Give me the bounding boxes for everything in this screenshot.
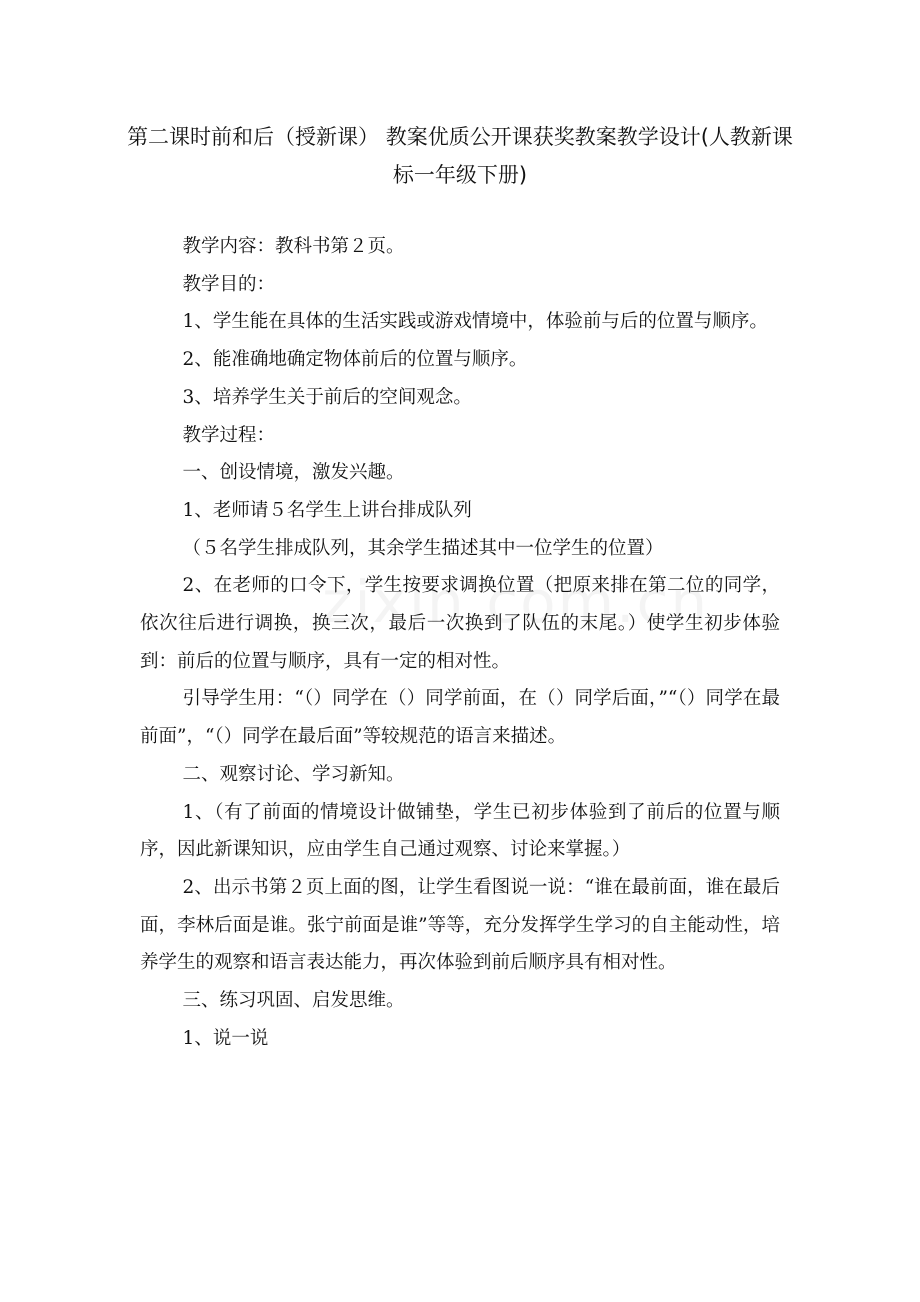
paragraph-section-1-step-1: 1、老师请５名学生上讲台排成队列	[182, 499, 472, 521]
paragraph-goal-3: 3、培养学生关于前后的空间观念。	[182, 386, 472, 408]
paragraph-section-1-heading: 一、创设情境，激发兴趣。	[182, 462, 405, 484]
paragraph-section-2-step-1: 1、（有了前面的情境设计做铺垫，学生已初步体验到了前后的位置与顺序，因此新课知识，应由学生自己通过观察、讨论来掌握。）	[140, 801, 780, 861]
paragraph-goal-2: 2、能准确地确定物体前后的位置与顺序。	[182, 349, 528, 371]
paragraph-teaching-goals-heading: 教学目的：	[182, 273, 276, 295]
document-body	[140, 228, 780, 1057]
paragraph-goal-1: 1、学生能在具体的生活实践或游戏情境中，体验前与后的位置与顺序。	[182, 311, 768, 333]
paragraph-section-1-note: （５名学生排成队列，其余学生描述其中一位学生的位置）	[182, 537, 664, 559]
paragraph-section-2-step-2: 2、出示书第２页上面的图，让学生看图说一说：“谁在最前面，谁在最后面，李林后面是谁。张宁前面是谁”等等，充分发挥学生学习的自主能动性，培养学生的观察和语言表达能力，再次体验到前后顺序具有相对性。	[140, 876, 780, 974]
paragraph-process-heading: 教学过程：	[182, 424, 276, 446]
document-title: 第二课时前和后（授新课） 教案优质公开课获奖教案教学设计(人教新课标一年级下册)	[127, 125, 793, 187]
paragraph-teaching-content: 教学内容：教科书第２页。	[182, 236, 405, 257]
paragraph-section-1-guide: 引导学生用：“（）同学在（）同学前面，在（）同学后面，”“（）同学在最前面”，“（）同学在最后面”等较规范的语言来描述。	[140, 688, 780, 748]
paragraph-section-3-step-1: 1、说一说	[182, 1027, 269, 1049]
paragraph-section-3-heading: 三、练习巩固、启发思维。	[182, 990, 405, 1012]
paragraph-section-2-heading: 二、观察讨论、学习新知。	[182, 763, 405, 785]
paragraph-section-1-step-2: 2、在老师的口令下，学生按要求调换位置（把原来排在第二位的同学，依次往后进行调换，换三次，最后一次换到了队伍的末尾。）使学生初步体验到：前后的位置与顺序，具有一定的相对性。	[140, 575, 780, 672]
